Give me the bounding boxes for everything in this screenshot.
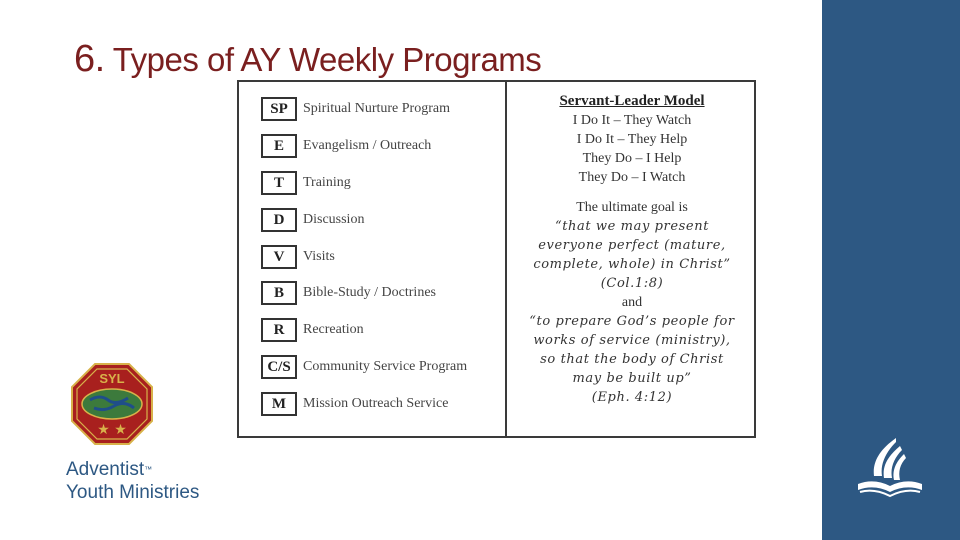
program-row-b (261, 280, 436, 306)
servant-leader-title: Servant-Leader Model (559, 93, 705, 109)
program-label: Recreation (303, 322, 364, 337)
program-label: Training (303, 175, 351, 190)
servant-step: They Do – I Watch (578, 170, 686, 185)
servant-leader-panel (507, 92, 757, 407)
program-label: Evangelism / Outreach (303, 138, 432, 153)
program-code: D (261, 208, 297, 232)
program-row-v (261, 244, 335, 270)
sda-church-logo-icon (852, 436, 928, 502)
program-label: Mission Outreach Service (303, 396, 449, 411)
quote-line: “that we may present (554, 219, 710, 234)
quote-connector: and (621, 295, 643, 310)
quote-line: may be built up” (572, 371, 692, 386)
program-row-d (261, 207, 364, 233)
program-code: V (261, 245, 297, 269)
quote-line: everyone perfect (mature, (538, 238, 726, 253)
program-row-sp (261, 96, 450, 122)
program-row-r (261, 317, 364, 343)
org-line-1: Adventist (66, 459, 145, 480)
goal-intro: The ultimate goal is (576, 200, 688, 215)
quote-line: so that the body of Christ (540, 352, 724, 367)
servant-step: I Do It – They Watch (572, 113, 692, 128)
badge-text: SYL (99, 371, 125, 386)
program-code: E (261, 134, 297, 158)
program-code: B (261, 281, 297, 305)
program-code: T (261, 171, 297, 195)
goal-block (507, 198, 757, 407)
badge-stars: ★ ★ (97, 422, 127, 438)
title-text: Types of AY Weekly Programs (112, 41, 542, 78)
program-label: Community Service Program (303, 359, 468, 374)
slide-title (74, 38, 541, 81)
program-row-m (261, 391, 448, 417)
org-line-2: Youth Ministries (66, 482, 200, 503)
quote-reference: (Eph. 4:12) (591, 390, 673, 405)
servant-step: They Do – I Help (582, 151, 682, 166)
quote-line: “to prepare God’s people for (529, 314, 735, 329)
program-row-e (261, 133, 431, 159)
globe-icon (82, 389, 142, 419)
program-label: Discussion (303, 212, 365, 227)
quote-line: complete, whole) in Christ” (533, 257, 731, 272)
quote-reference: (Col.1:8) (600, 276, 664, 291)
programs-table (237, 80, 756, 438)
title-number: 6. (74, 38, 105, 80)
quote-line: works of service (ministry), (533, 333, 731, 348)
program-label: Bible-Study / Doctrines (303, 285, 436, 300)
program-code: C/S (261, 355, 297, 379)
program-label: Visits (303, 249, 335, 264)
program-row-cs (261, 354, 467, 380)
syl-badge-icon (70, 362, 154, 446)
program-code: SP (261, 97, 297, 121)
program-label: Spiritual Nurture Program (303, 101, 450, 116)
servant-step: I Do It – They Help (576, 132, 688, 147)
program-code: R (261, 318, 297, 342)
program-row-t (261, 170, 351, 196)
program-code: M (261, 392, 297, 416)
org-name (66, 458, 199, 504)
org-trademark: ™ (144, 465, 153, 474)
